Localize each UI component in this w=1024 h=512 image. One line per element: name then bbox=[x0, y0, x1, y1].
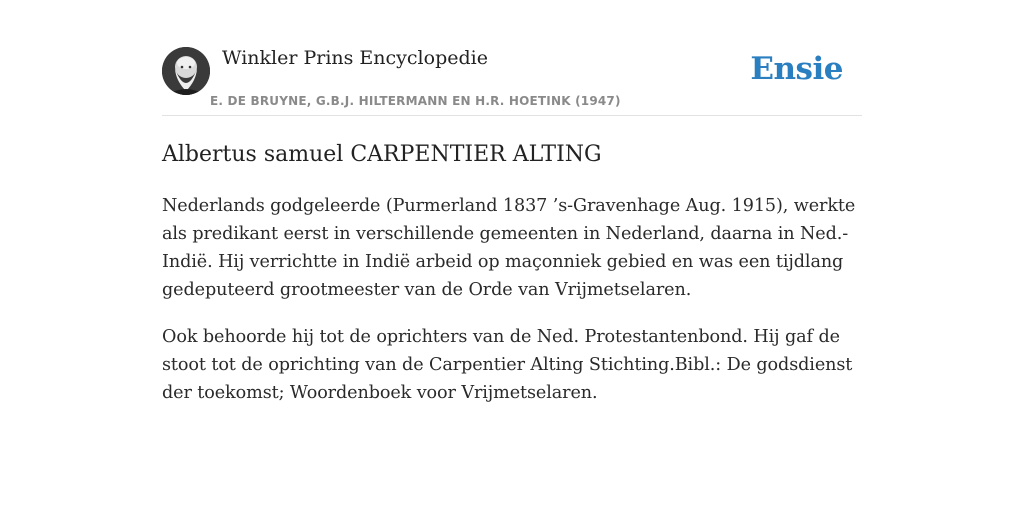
page bbox=[162, 0, 862, 403]
article-title: Albertus samuel CARPENTIER ALTING bbox=[162, 142, 602, 167]
article-paragraph-2: Ook behoorde hij tot de oprichters van de Ned. Protestantenbond. Hij gaf de stoot tot de oprichting van de Carpentier Alting Stichting.Bibl.: De godsdienst der toekomst; Woordenboek voor Vrijmetselaren. bbox=[162, 327, 853, 403]
bearded-portrait-icon[interactable] bbox=[162, 47, 210, 95]
site-title[interactable]: Winkler Prins Encyclopedie bbox=[222, 47, 488, 69]
ensie-logo[interactable]: Ensie bbox=[750, 51, 843, 87]
site-header bbox=[162, 0, 862, 116]
authors-credit: E. DE BRUYNE, G.B.J. HILTERMANN EN H.R. HOETINK (1947) bbox=[210, 94, 621, 108]
article-paragraph-1: Nederlands godgeleerde (Purmerland 1837 ’s-Gravenhage Aug. 1915), werkte als predikant eerst in verschillende gemeenten in Nederland, daarna in Ned.-Indië. Hij verrichtte in Indië arbeid op maçonniek gebied en was een tijdlang gedeputeerd grootmeester van de Orde van Vrijmetselaren. bbox=[162, 196, 856, 300]
